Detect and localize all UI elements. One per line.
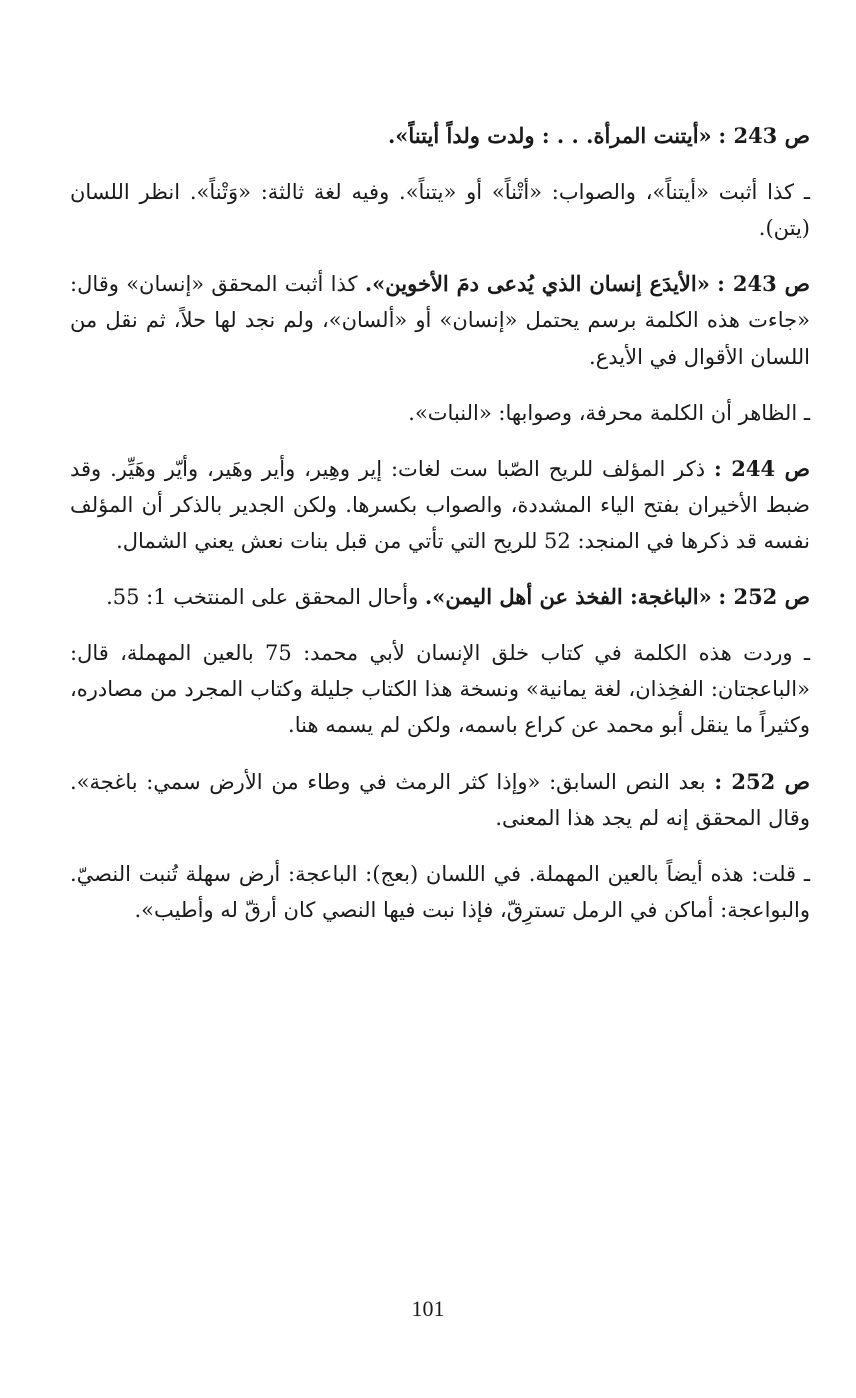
- page-reference: ص 244 :: [714, 455, 810, 481]
- paragraph-text: ـ قلت: هذه أيضاً بالعين المهملة. في اللسان (بعج): الباعجة: أرض سهلة تُنبت النصيّ. والبواعجة: أماكن في الرمل تسترِقّ، فإذا نبت فيها النصي كان أرقّ له وأطيب».: [70, 861, 810, 922]
- paragraph-text: وأحال المحقق على المنتخب 1: 55.: [106, 585, 419, 610]
- paragraph-correction-nabat: [70, 395, 810, 431]
- page-reference: ص 243 :: [717, 271, 810, 297]
- document-body: [70, 118, 810, 948]
- paragraph-correction-aytan: [70, 174, 810, 246]
- page-reference: ص 252 :: [718, 584, 810, 610]
- paragraph-p252-baghija: [70, 579, 810, 615]
- page-number: 101: [411, 1296, 445, 1321]
- page-reference: ص 252 :: [714, 768, 810, 794]
- paragraph-correction-baijatan: [70, 635, 810, 743]
- paragraph-p252-ramth: [70, 764, 810, 836]
- paragraph-text: ـ الظاهر أن الكلمة محرفة، وصوابها: «النبات».: [408, 400, 810, 425]
- paragraph-p243-aytanat: [70, 118, 810, 154]
- paragraph-text: كذا أثبت المحقق «إنسان» وقال: «جاءت هذه الكلمة برسم يحتمل «إنسان» أو «ألسان»، ولم نجد لها حلاً، ثم نقل من اللسان الأقوال في الأيدع.: [70, 272, 810, 369]
- quoted-entry: «الأيدَع إنسان الذي يُدعى دمَ الأخوين».: [364, 271, 710, 297]
- paragraph-text: ـ وردت هذه الكلمة في كتاب خلق الإنسان لأبي محمد: 75 بالعين المهملة، قال: «الباعجتان: الفخِذان، لغة يمانية» ونسخة هذا الكتاب جليلة وكتاب المجرد من مصادره، وكثيراً ما ينقل أبو محمد عن كراع باسمه، ولكن لم يسمه هنا.: [70, 641, 810, 738]
- paragraph-text: بعد النص السابق: «وإذا كثر الرمث في وطاء من الأرض سمي: باغجة». وقال المحقق إنه لم يجد هذا المعنى.: [70, 769, 810, 830]
- paragraph-p244-saba: [70, 451, 810, 559]
- paragraph-p243-aydaa: [70, 266, 810, 374]
- paragraph-text: ـ كذا أثبت «أيتناً»، والصواب: «أتْناً» أو «يتناً». وفيه لغة ثالثة: «وَتْناً». انظر اللسان (يتن).: [70, 180, 810, 241]
- paragraph-correction-baija: [70, 856, 810, 928]
- page-reference: ص 243 :: [718, 123, 810, 148]
- quoted-entry: «أيتنت المرأة. . . : ولدت ولداً أيتناً».: [388, 123, 712, 148]
- quoted-entry: «الباغجة: الفخذ عن أهل اليمن».: [424, 584, 712, 610]
- paragraph-text: ذكر المؤلف للريح الصّبا ست لغات: إير وهِير، وأير وهَير، وأيّر وهَيِّر. وقد ضبط الأخيران بفتح الياء المشددة، والصواب بكسرها. ولكن الجدير بالذكر أن المؤلف نفسه قد ذكرها في المنجد: 52 للريح التي تأتي من قبل بنات نعش يعني الشمال.: [70, 456, 810, 553]
